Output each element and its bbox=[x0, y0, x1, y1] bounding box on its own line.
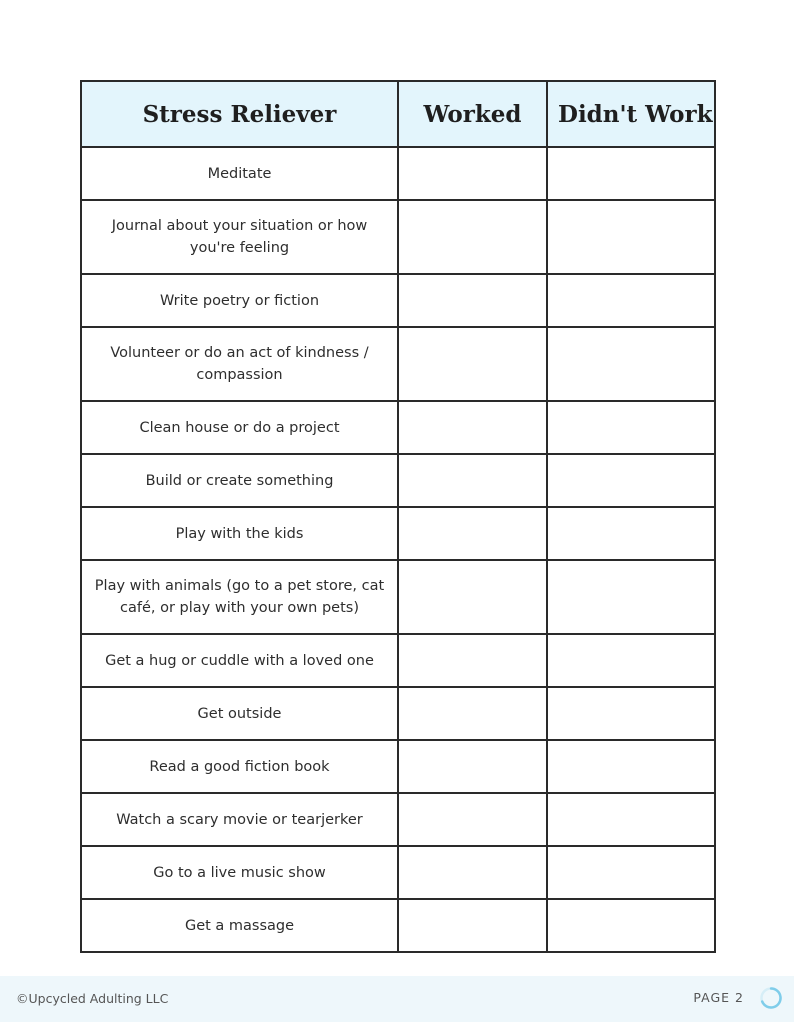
table-row bbox=[81, 846, 715, 899]
table-row bbox=[81, 793, 715, 846]
worked-cell[interactable] bbox=[398, 507, 547, 560]
worked-cell[interactable] bbox=[398, 793, 547, 846]
worked-cell[interactable] bbox=[398, 687, 547, 740]
didnt-work-cell[interactable] bbox=[547, 454, 715, 507]
worked-cell[interactable] bbox=[398, 560, 547, 634]
stress-reliever-label: Read a good fiction book bbox=[81, 740, 398, 793]
didnt-work-cell[interactable] bbox=[547, 899, 715, 952]
didnt-work-cell[interactable] bbox=[547, 687, 715, 740]
progress-ring-icon bbox=[759, 986, 783, 1010]
worked-cell[interactable] bbox=[398, 200, 547, 274]
stress-reliever-label: Go to a live music show bbox=[81, 846, 398, 899]
table-header-row bbox=[81, 81, 715, 147]
table-row bbox=[81, 507, 715, 560]
worked-cell[interactable] bbox=[398, 634, 547, 687]
table-row bbox=[81, 274, 715, 327]
stress-reliever-table bbox=[80, 80, 716, 953]
stress-reliever-label: Meditate bbox=[81, 147, 398, 200]
worked-cell[interactable] bbox=[398, 454, 547, 507]
worked-cell[interactable] bbox=[398, 147, 547, 200]
table-row bbox=[81, 147, 715, 200]
table-row bbox=[81, 687, 715, 740]
stress-reliever-label: Clean house or do a project bbox=[81, 401, 398, 454]
page-number: PAGE 2 bbox=[693, 990, 744, 1005]
stress-reliever-label: Play with animals (go to a pet store, cat café, or play with your own pets) bbox=[81, 560, 398, 634]
didnt-work-cell[interactable] bbox=[547, 740, 715, 793]
table-row bbox=[81, 401, 715, 454]
stress-reliever-label: Volunteer or do an act of kindness / compassion bbox=[81, 327, 398, 401]
didnt-work-cell[interactable] bbox=[547, 634, 715, 687]
didnt-work-cell[interactable] bbox=[547, 327, 715, 401]
header-stress-reliever: Stress Reliever bbox=[81, 81, 398, 147]
copyright-text: ©Upcycled Adulting LLC bbox=[16, 991, 169, 1006]
worked-cell[interactable] bbox=[398, 740, 547, 793]
header-didnt-work: Didn't Work bbox=[547, 81, 715, 147]
table-row bbox=[81, 899, 715, 952]
didnt-work-cell[interactable] bbox=[547, 274, 715, 327]
table-row bbox=[81, 454, 715, 507]
didnt-work-cell[interactable] bbox=[547, 846, 715, 899]
didnt-work-cell[interactable] bbox=[547, 793, 715, 846]
table-row bbox=[81, 327, 715, 401]
worked-cell[interactable] bbox=[398, 274, 547, 327]
stress-reliever-label: Write poetry or fiction bbox=[81, 274, 398, 327]
worked-cell[interactable] bbox=[398, 899, 547, 952]
table-row bbox=[81, 200, 715, 274]
page-footer bbox=[0, 976, 794, 1022]
stress-reliever-label: Build or create something bbox=[81, 454, 398, 507]
header-worked: Worked bbox=[398, 81, 547, 147]
worked-cell[interactable] bbox=[398, 327, 547, 401]
didnt-work-cell[interactable] bbox=[547, 560, 715, 634]
worked-cell[interactable] bbox=[398, 401, 547, 454]
didnt-work-cell[interactable] bbox=[547, 507, 715, 560]
table-row bbox=[81, 634, 715, 687]
didnt-work-cell[interactable] bbox=[547, 200, 715, 274]
stress-reliever-label: Journal about your situation or how you're feeling bbox=[81, 200, 398, 274]
didnt-work-cell[interactable] bbox=[547, 147, 715, 200]
stress-reliever-label: Watch a scary movie or tearjerker bbox=[81, 793, 398, 846]
didnt-work-cell[interactable] bbox=[547, 401, 715, 454]
table-row bbox=[81, 740, 715, 793]
table-row bbox=[81, 560, 715, 634]
worked-cell[interactable] bbox=[398, 846, 547, 899]
stress-reliever-label: Play with the kids bbox=[81, 507, 398, 560]
stress-reliever-label: Get outside bbox=[81, 687, 398, 740]
table-body bbox=[81, 147, 715, 952]
stress-reliever-label: Get a hug or cuddle with a loved one bbox=[81, 634, 398, 687]
stress-reliever-label: Get a massage bbox=[81, 899, 398, 952]
